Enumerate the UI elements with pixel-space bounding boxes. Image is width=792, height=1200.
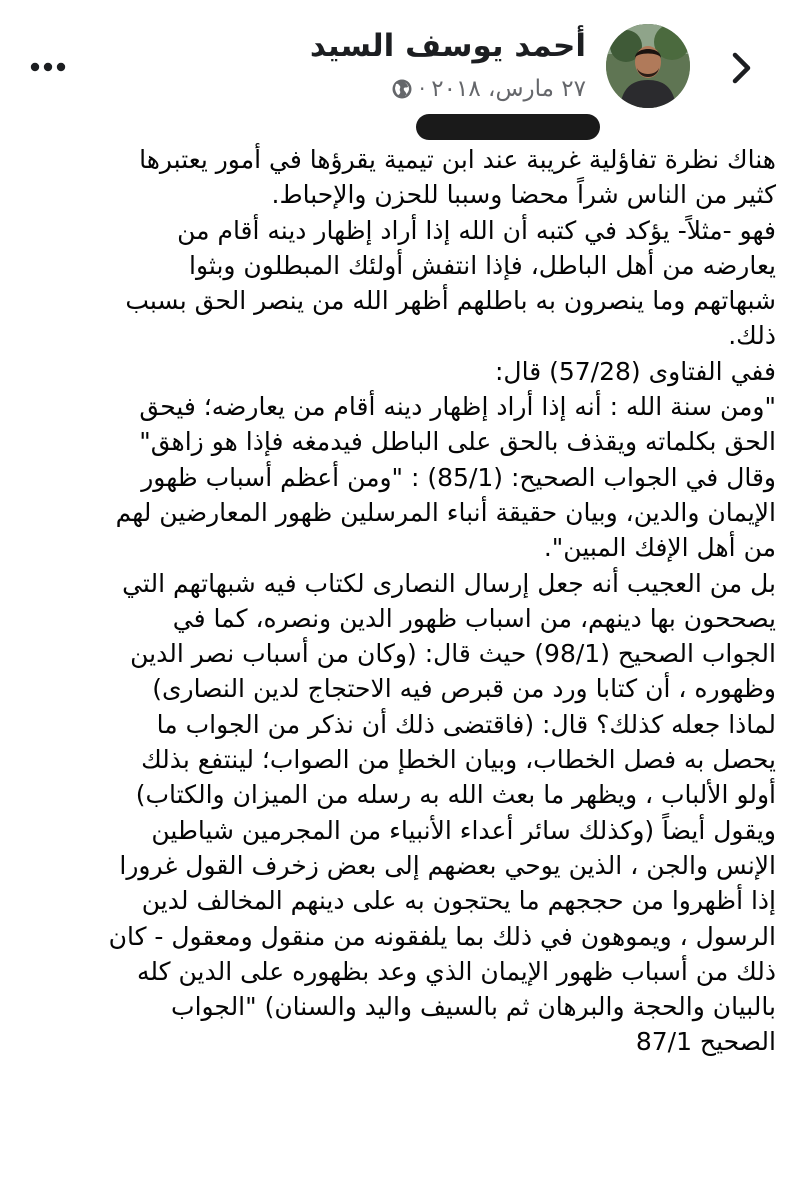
post-line: يصححون بها دينهم، من اسباب ظهور الدين ونصره، كما في (172, 603, 776, 633)
post-line: ذلك من أسباب ظهور الإيمان الذي وعد بظهوره على الدين كله (136, 956, 776, 986)
post-line: يعارضه من أهل الباطل، فإذا انتفش أولئك المبطلون وبثوا (189, 250, 776, 280)
post-text (16, 142, 776, 1060)
post-line: كثير من الناس شراً محضا وسببا للحزن والإحباط. (271, 180, 776, 210)
post-line: ذلك. (728, 321, 776, 351)
post-line: إذا أظهروا من حججهم ما يحتجون به على دينهم المخالف لدين (141, 886, 776, 916)
post-line: الرسول ، ويموهون في ذلك بما يلفقونه من منقول ومعقول - كان (108, 921, 776, 951)
post-line: الصحيح 87/1 (635, 1027, 776, 1057)
post-line: بل من العجيب أنه جعل إرسال النصارى لكتاب فيه شبهاتهم التي (122, 568, 776, 598)
more-options-button[interactable] (28, 52, 68, 82)
post-line: من أهل الإفك المبين". (543, 533, 776, 563)
post-line: وقال في الجواب الصحيح: (85/1) : "ومن أعظم أسباب ظهور (141, 462, 776, 492)
post-date[interactable]: ٢٧ مارس، ٢٠١٨ (431, 76, 586, 102)
redacted-text-bar (416, 114, 600, 140)
post-line: ففي الفتاوى (57/28) قال: (495, 356, 776, 386)
post-line: هناك نظرة تفاؤلية غريبة عند ابن تيمية يقرؤها في أمور يعتبرها (139, 145, 776, 174)
post-line: بالبيان والحجة والبرهان ثم بالسيف واليد والسنان) "الجواب (171, 992, 776, 1022)
post-line: يحصل به فصل الخطاب، وبيان الخطإ من الصواب؛ لينتفع بذلك (141, 745, 776, 775)
post-line: وظهوره ، أن كتابا ورد من قبرص فيه الاحتجاج لدين النصارى) (152, 674, 776, 704)
more-options-icon (30, 62, 66, 72)
post-line: الحق بكلماته ويقذف بالحق على الباطل فيدمغه فإذا هو زاهق" (139, 427, 776, 457)
post-line: فهو -مثلاً- يؤكد في كتبه أن الله إذا أراد إظهار دينه أقام من (177, 215, 776, 245)
chevron-right-icon (731, 51, 753, 85)
author-avatar[interactable] (606, 24, 690, 108)
post-header (0, 0, 792, 140)
globe-icon (391, 78, 413, 100)
back-button[interactable] (718, 44, 766, 92)
post-line: شبهاتهم وما ينصرون به باطلهم أظهر الله من ينصر الحق بسبب (125, 286, 776, 316)
post-line: لماذا جعله كذلك؟ قال: (فاقتضى ذلك أن نذكر من الجواب ما (156, 709, 776, 739)
post-line: الإيمان والدين، وبيان حقيقة أنباء المرسلين ظهور المعارضين لهم (115, 497, 776, 527)
post-line: الإنس والجن ، الذين يوحي بعضهم إلى بعض زخرف القول غرورا (119, 850, 776, 880)
post-line: الجواب الصحيح (98/1) حيث قال: (وكان من أسباب نصر الدين (130, 639, 776, 669)
author-name[interactable]: أحمد يوسف السيد (309, 28, 586, 64)
meta-separator: · (418, 77, 426, 101)
post-line: "ومن سنة الله : أنه إذا أراد إظهار دينه أقام من يعارضه؛ فيحق (139, 392, 776, 422)
post-line: أولو الألباب ، ويظهر ما بعث الله به رسله من الميزان والكتاب) (135, 780, 776, 810)
post-meta (391, 74, 586, 104)
post-line: ويقول أيضاً (وكذلك سائر أعداء الأنبياء من المجرمين شياطين (151, 815, 776, 845)
